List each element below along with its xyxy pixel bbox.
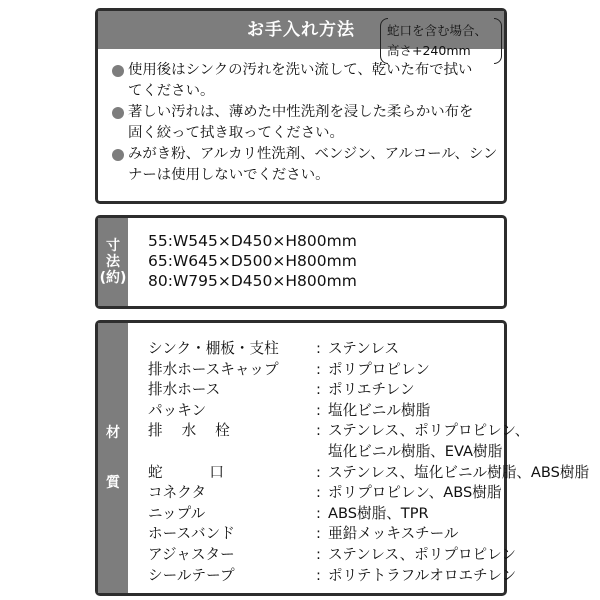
material-separator: : (316, 401, 321, 419)
dimensions-list (148, 231, 357, 291)
material-value: ポリテトラフルオロエチレン (328, 566, 517, 584)
bullet-icon (112, 65, 124, 77)
material-part-name: シールテープ (148, 566, 235, 584)
material-value: ポリプロピレン、ABS樹脂 (328, 484, 502, 502)
material-part-name: ニップル (148, 504, 206, 522)
dimensions-label-char: 法 (106, 254, 120, 270)
care-item (112, 102, 494, 144)
care-item-line: 固く絞って拭き取ってください。 (128, 125, 344, 141)
materials-label-char: 材 (106, 425, 120, 441)
dimensions-label-char: (約) (99, 270, 127, 286)
material-value: ポリエチレン (328, 381, 415, 399)
dimensions-label (98, 218, 128, 306)
material-separator: : (316, 360, 321, 378)
dimension-line: 55:W545×D450×H800mm (148, 232, 357, 250)
material-part-name: シンク・棚板・支柱 (148, 340, 279, 357)
dimension-line: 65:W645×D500×H800mm (148, 252, 357, 270)
material-separator: : (316, 463, 321, 481)
dimension-line: 80:W795×D450×H800mm (148, 272, 357, 290)
material-value: ABS樹脂、TPR (328, 504, 429, 522)
material-separator: : (316, 525, 321, 543)
right-paren (494, 18, 502, 64)
material-row (148, 504, 589, 525)
material-value: ステンレス、ポリプロピレン (328, 545, 516, 563)
material-row (148, 483, 589, 504)
material-row (148, 380, 589, 401)
care-item (112, 60, 494, 102)
material-row (148, 524, 589, 545)
material-separator: : (316, 340, 321, 357)
material-row (148, 360, 589, 381)
material-part-name: コネクタ (148, 484, 207, 502)
faucet-height-note-line: 蛇口を含む場合、 (387, 23, 488, 38)
material-value: 塩化ビニル樹脂 (328, 401, 431, 419)
material-row (148, 339, 589, 360)
materials-label-char: 質 (106, 475, 120, 491)
material-separator: : (316, 504, 321, 522)
material-value: ステンレス (328, 340, 400, 357)
material-part-name: 排水栓 (148, 422, 249, 440)
care-item-line: 使用後はシンクの汚れを洗い流して、乾いた布で拭い (128, 62, 473, 78)
materials-list (148, 339, 589, 586)
care-item-line: みがき粉、アルカリ性洗剤、ベンジン、アルコール、シン (128, 146, 498, 162)
material-separator: : (316, 422, 321, 440)
material-part-name: 排水ホース (148, 381, 221, 399)
faucet-height-note-line: 高さ+240mm (387, 43, 471, 58)
material-part-name: アジャスター (148, 545, 235, 563)
material-part-name: 蛇口 (148, 463, 271, 481)
care-instructions-list (98, 49, 504, 186)
dimensions-panel (95, 215, 507, 309)
materials-panel (95, 320, 590, 596)
care-item-line: てください。 (128, 83, 215, 99)
material-row (148, 566, 589, 587)
material-row (148, 421, 589, 442)
care-instructions-title: お手入れ方法 (98, 11, 504, 49)
care-item-line: 著しい汚れは、薄めた中性洗剤を浸した柔らかい布を (128, 104, 474, 120)
material-separator: : (316, 381, 321, 399)
care-item (112, 144, 498, 186)
material-value: 亜鉛メッキスチール (328, 525, 459, 543)
material-part-name: パッキン (148, 401, 207, 419)
material-part-name: ホースバンド (148, 525, 235, 543)
bullet-icon (112, 107, 124, 119)
material-value: 塩化ビニル樹脂、EVA樹脂 (328, 442, 503, 460)
material-separator: : (316, 566, 321, 584)
materials-label (98, 323, 128, 593)
material-separator: : (316, 484, 321, 502)
material-row (148, 463, 589, 484)
material-row (148, 442, 589, 463)
material-value: ステンレス、塩化ビニル樹脂、ABS樹脂 (328, 463, 590, 481)
material-separator: : (316, 545, 321, 563)
dimensions-label-char: 寸 (106, 238, 120, 254)
material-row (148, 401, 589, 422)
bullet-icon (112, 149, 124, 161)
material-part-name (148, 442, 316, 463)
faucet-height-note (387, 21, 487, 61)
material-value: ポリプロピレン (328, 360, 430, 378)
material-value: ステンレス、ポリプロピレン、 (328, 422, 530, 440)
material-row (148, 545, 589, 566)
material-separator (316, 442, 328, 463)
material-part-name: 排水ホースキャップ (148, 360, 279, 378)
care-item-line: ナーは使用しないでください。 (128, 167, 330, 183)
